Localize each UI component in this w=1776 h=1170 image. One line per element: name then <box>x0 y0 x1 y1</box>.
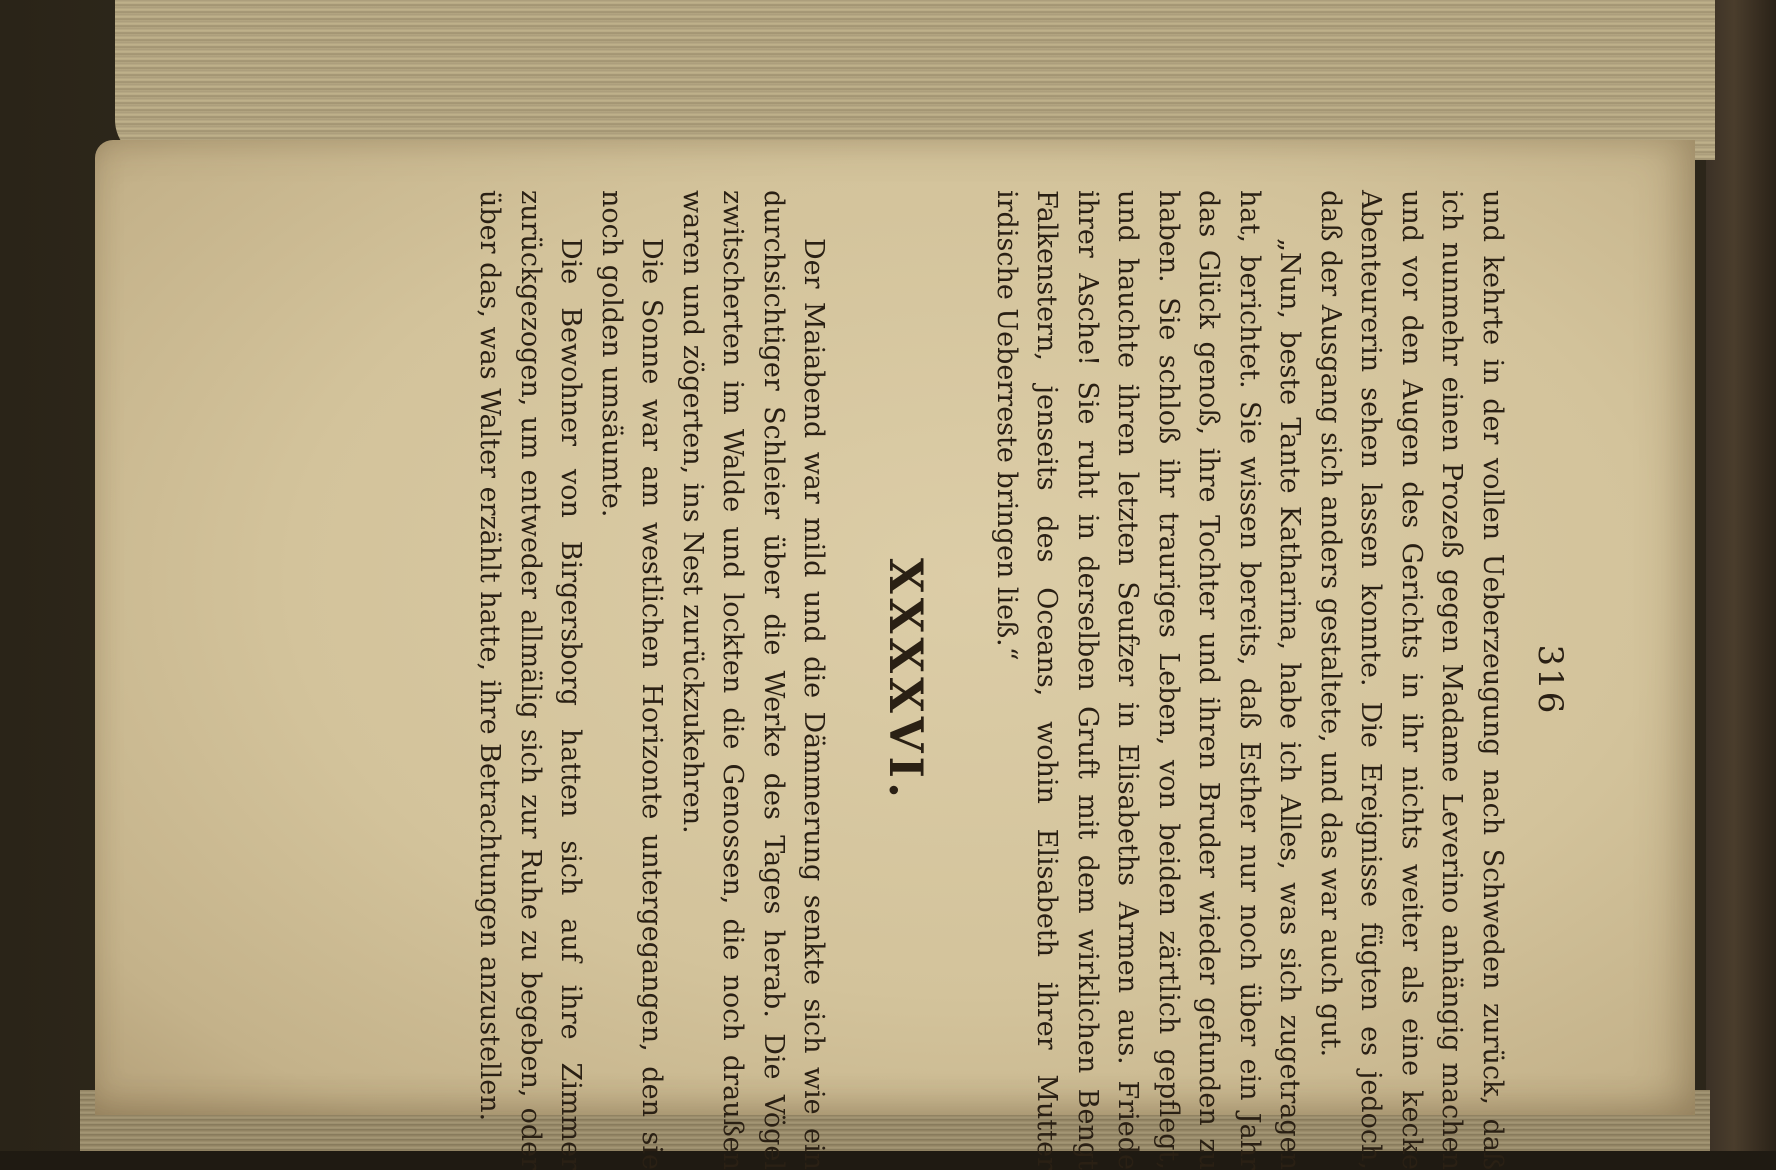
chapter-paragraph: Der Maiabend war mild und die Dämmerung senkte sich wie ein durchsichtiger Schleier über die Werke des Tages herab. Die Vögel zwitscherten im Walde und lockten die Genossen, die noch draußen waren und zögerten, ins Nest zurückzukehren. <box>677 190 830 1170</box>
intro-paragraph: und kehrte in der vollen Ueberzeugung nach Schweden zurück, daß ich nunmehr einen Prozeß gegen Madame Leverino anhängig machen und vor den Augen des Gerichts in ihr nichts weiter als eine kecke Abenteurerin sehen lassen konnte. Die Ereignisse fügten es jedoch, daß der Ausgang sich anders gestaltete, und das war auch gut. <box>1315 190 1508 1170</box>
page-edges-top <box>115 0 1715 160</box>
chapter-heading: XXXXVI. <box>879 558 934 802</box>
book-page <box>95 140 1695 1170</box>
book-binding <box>1706 0 1776 1151</box>
page-number: 316 <box>1530 644 1570 716</box>
second-paragraph: „Nun, beste Tante Katharina, habe ich Alles, was sich zugetragen hat, berichtet. Sie wissen bereits, daß Esther nur noch über ein Jahr das Glück genoß, ihre Tochter und ihren Bruder wieder gefunden zu haben. Sie schloß ihr trauriges Leben, von beiden zärtlich gepflegt, und hauchte ihren letzten Seufzer in Elisabeths Armen aus. Friede ihrer Asche! Sie ruht in derselben Gruft mit dem wirklichen Bengt Falkenstern, jenseits des Oceans, wohin Elisabeth ihrer Mutter irdische Ueberreste bringen ließ.“ <box>991 190 1306 1170</box>
page-text-block <box>360 190 1570 1170</box>
chapter-paragraph: Die Sonne war am westlichen Horizonte untergegangen, den sie noch golden umsäumte. <box>596 190 668 1170</box>
chapter-paragraph: Die Bewohner von Birgersborg hatten sich auf ihre Zimmer zurückgezogen, um entweder allmälig sich zur Ruhe zu begeben, oder über das, was Walter erzählt hatte, ihre Betrachtungen anzustellen. <box>474 190 587 1170</box>
